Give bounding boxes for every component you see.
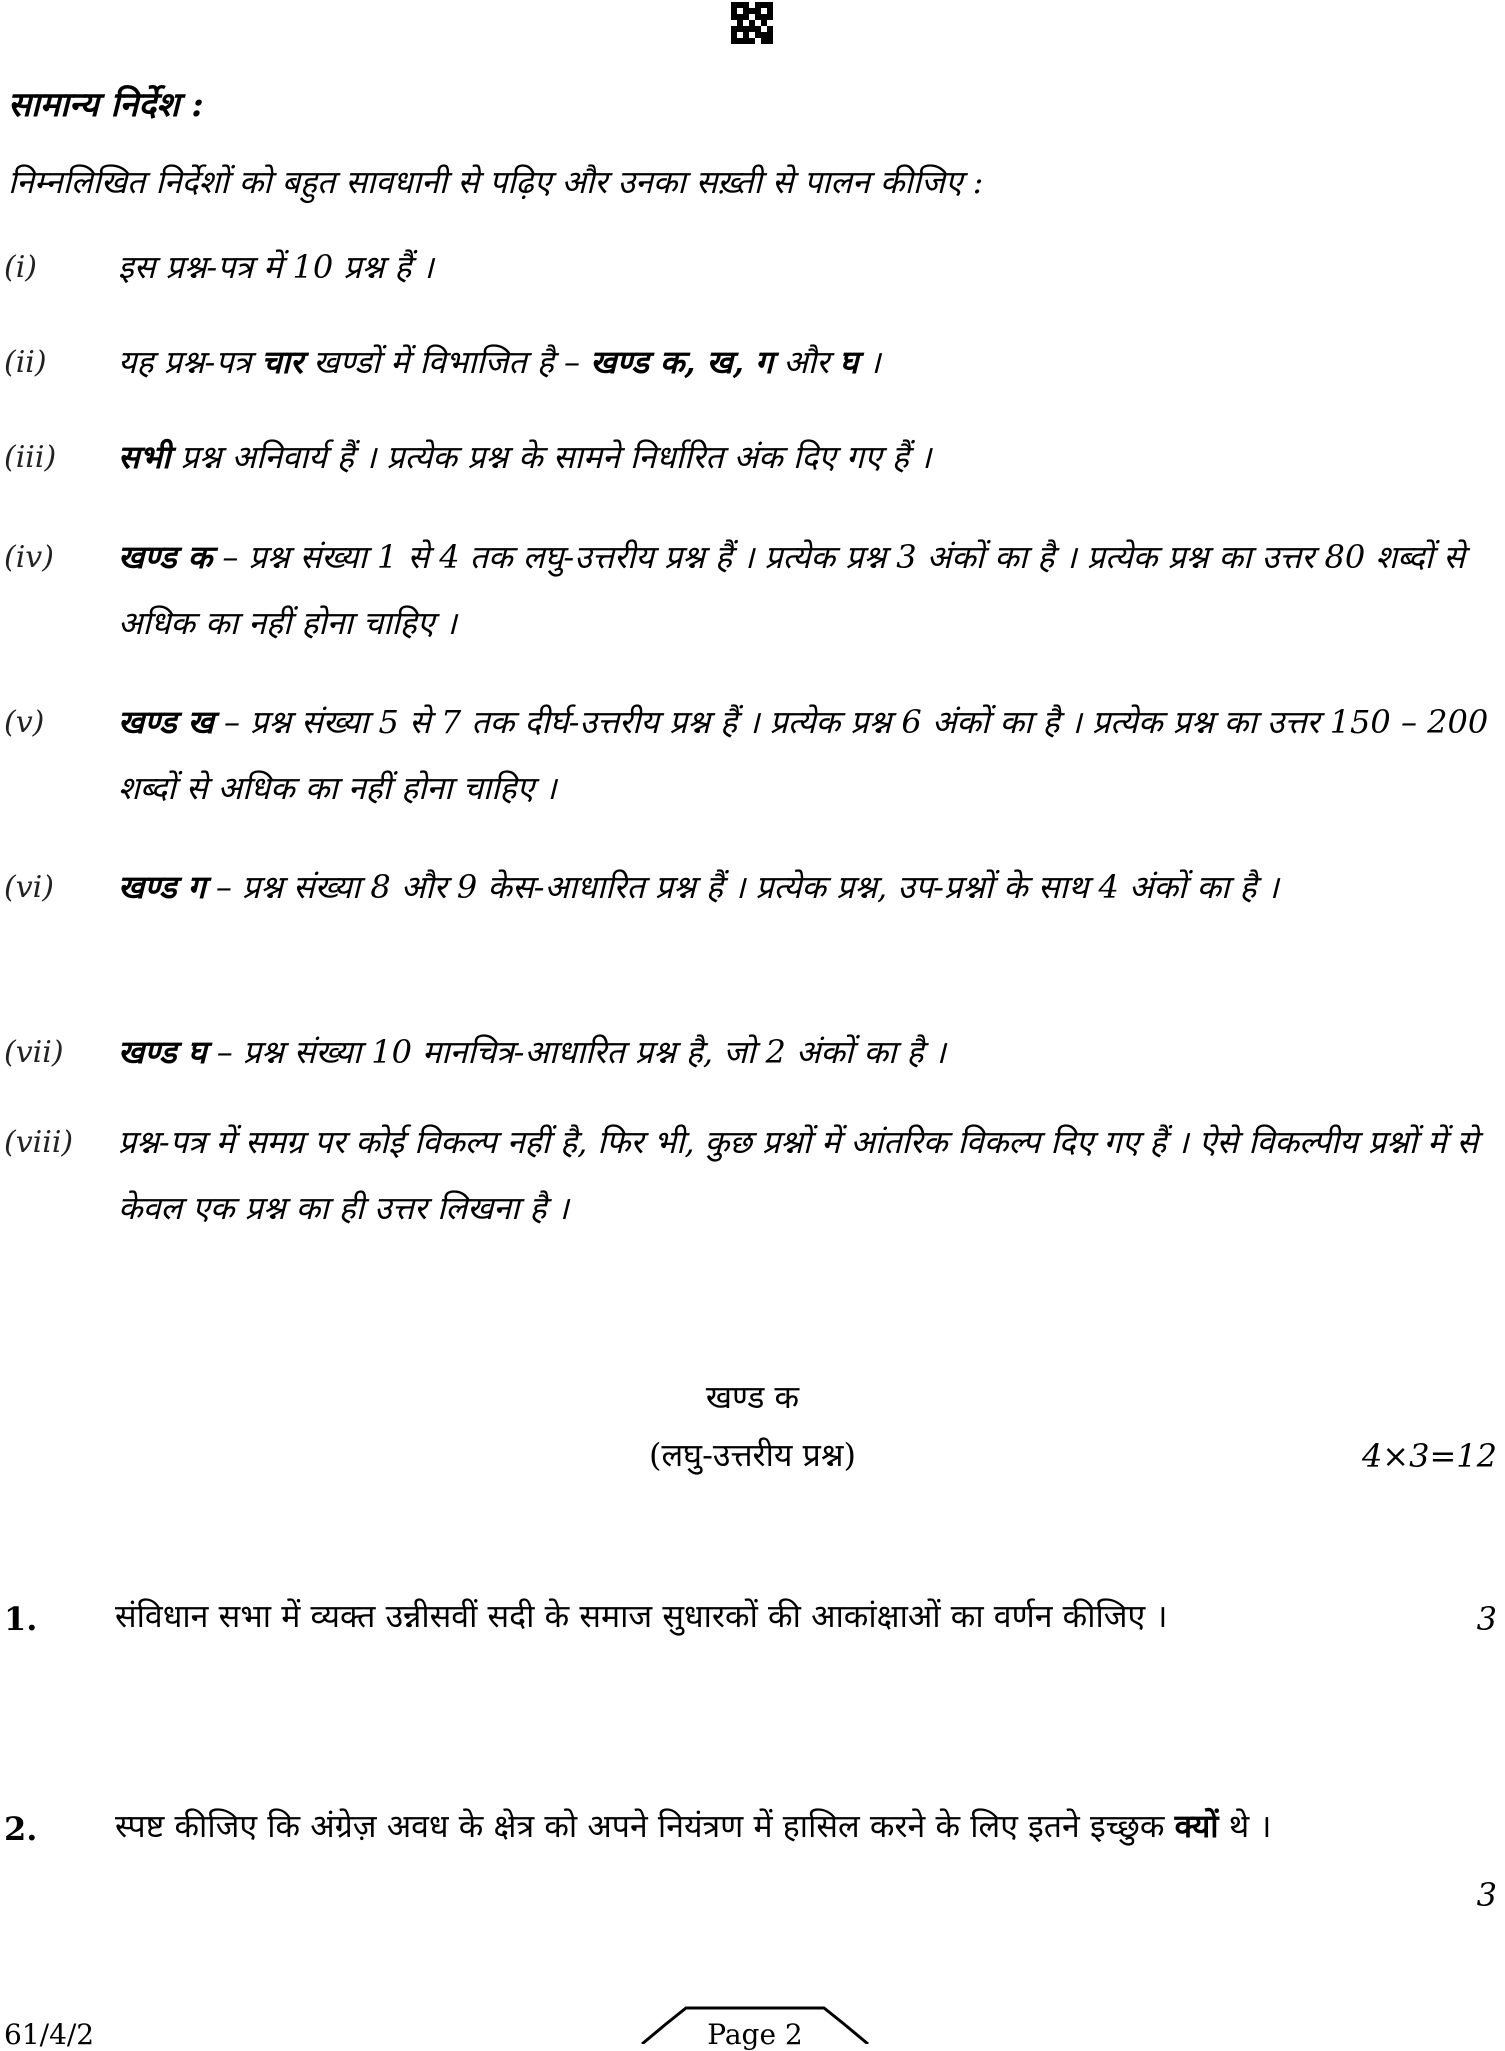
instruction-number: (v) bbox=[4, 705, 45, 740]
instruction-text: यह प्रश्न-पत्र चार खण्डों में विभाजित है – खण्ड क, ख, ग और घ । bbox=[118, 343, 881, 381]
paper-code: 61/4/2 bbox=[4, 2018, 95, 2051]
instruction-text: प्रश्न-पत्र में समग्र पर कोई विकल्प नहीं है, फिर भी, कुछ प्रश्नों में आंतरिक विकल्प दिए गए हैं । ऐसे विकल्पीय प्रश्नों में से केवल एक प्रश्न का ही उत्तर लिखना है । bbox=[118, 1123, 1479, 1227]
instruction-number: (vi) bbox=[4, 870, 54, 905]
instruction-number: (vii) bbox=[4, 1035, 64, 1070]
section-title: खण्ड क bbox=[705, 1378, 800, 1416]
question-text: संविधान सभा में व्यक्त उन्नीसवीं सदी के समाज सुधारकों की आकांक्षाओं का वर्णन कीजिए । bbox=[115, 1597, 1168, 1635]
instruction-number: (viii) bbox=[4, 1125, 74, 1160]
instruction-text: खण्ड ख – प्रश्न संख्या 5 से 7 तक दीर्घ-उत्तरीय प्रश्न हैं । प्रत्येक प्रश्न 6 अंकों का है । प्रत्येक प्रश्न का उत्तर 150 – 200 शब्दों से अधिक का नहीं होना चाहिए । bbox=[118, 703, 1489, 807]
instruction-text: खण्ड ग – प्रश्न संख्या 8 और 9 केस-आधारित प्रश्न हैं । प्रत्येक प्रश्न, उप-प्रश्नों के साथ 4 अंकों का है । bbox=[118, 868, 1279, 906]
instructions-intro: निम्नलिखित निर्देशों को बहुत सावधानी से पढ़िए और उनका सख़्ती से पालन कीजिए : bbox=[8, 163, 984, 201]
instruction-number: (iv) bbox=[4, 540, 54, 575]
page-number-badge bbox=[640, 2004, 870, 2051]
instruction-number: (i) bbox=[4, 250, 38, 285]
instruction-text: सभी प्रश्न अनिवार्य हैं । प्रत्येक प्रश्न के सामने निर्धारित अंक दिए गए हैं । bbox=[118, 438, 932, 476]
qr-code-icon bbox=[731, 2, 773, 44]
page-label: Page 2 bbox=[707, 2018, 803, 2051]
question-marks: 3 bbox=[1476, 1876, 1497, 1914]
question-marks: 3 bbox=[1476, 1600, 1497, 1638]
section-marks: 4×3=12 bbox=[1361, 1437, 1497, 1475]
instruction-number: (ii) bbox=[4, 345, 47, 380]
instruction-text: इस प्रश्न-पत्र में 10 प्रश्न हैं । bbox=[118, 248, 434, 286]
instruction-text: खण्ड घ – प्रश्न संख्या 10 मानचित्र-आधारित प्रश्न है, जो 2 अंकों का है । bbox=[118, 1033, 946, 1071]
general-instructions-title: सामान्य निर्देश : bbox=[8, 85, 204, 125]
question-number: 1. bbox=[4, 1600, 38, 1638]
question-number: 2. bbox=[4, 1810, 38, 1848]
instruction-text: खण्ड क – प्रश्न संख्या 1 से 4 तक लघु-उत्तरीय प्रश्न हैं । प्रत्येक प्रश्न 3 अंकों का है । प्रत्येक प्रश्न का उत्तर 80 शब्दों से अधिक का नहीं होना चाहिए । bbox=[118, 538, 1465, 642]
question-text: स्पष्ट कीजिए कि अंग्रेज़ अवध के क्षेत्र को अपने नियंत्रण में हासिल करने के लिए इतने इच्छुक क्यों थे । bbox=[115, 1807, 1272, 1845]
section-subtitle: (लघु-उत्तरीय प्रश्न) bbox=[649, 1436, 856, 1474]
instruction-number: (iii) bbox=[4, 440, 57, 475]
